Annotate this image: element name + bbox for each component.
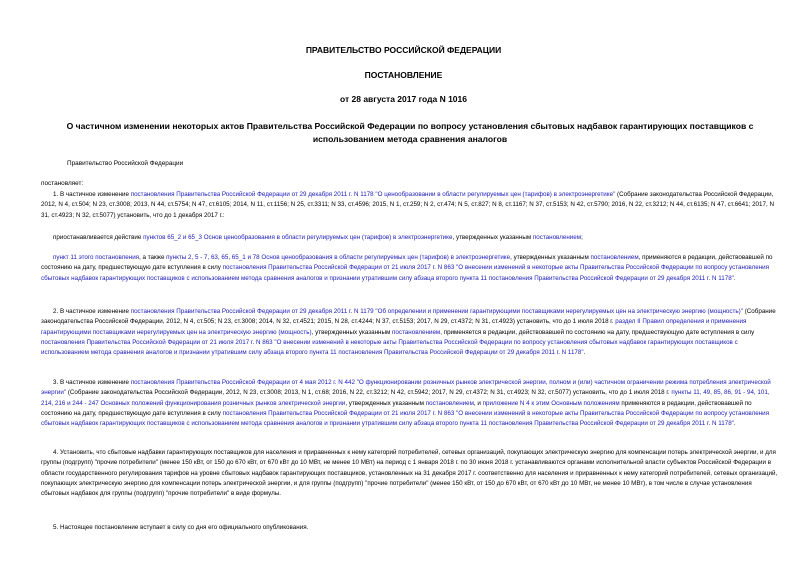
link-resolution-863[interactable]: постановления Правительства Российской Федерации от 21 июля 2017 г. N 863 "О внесении изменений в некоторые акты Правительства Российской Федерации по вопросу установления сбытовых надбавок гарантирующих поставщиков с использованием метода сравнения аналогов и признании утратившим силу абзаца второго пункта 11 постановления Правительства Российской Федерации от 29 декабря 2011 г. N 1178" <box>41 338 738 357</box>
link-resolution-863[interactable]: постановления Правительства Российской Федерации от 21 июля 2017 г. N 863 "О внесении изменений в некоторые акты Правительства Российской Федерации по вопросу установления сбытовых надбавок гарантирующих поставщиков с использованием метода сравнения аналогов и признании утратившим силу абзаца второго пункта 11 постановления Правительства Российской Федерации от 29 декабря 2011 г. N 1178" <box>41 264 770 282</box>
paragraph-3: пункт 11 этого постановления, а также пункты 2, 5 - 7, 63, 65, 65_1 и 78 Основ ценообразования в области регулируемых цен (тарифов) в электроэнергетике, утвержденных указанным постановлением, применяются в редакции, действовавшей по состоянию на дату, предшествующую дате вступления в силу постановления Правительства Российской Федерации от 21 июля 2017 г. N 863 "О внесении изменений в некоторые акты Правительства Российской Федерации по вопросу установления сбытовых надбавок гарантирующих поставщиков с использованием метода сравнения аналогов и признании утратившим силу абзаца второго пункта 11 постановления Правительства Российской Федерации от 29 декабря 2011 г. N 1178". <box>41 254 773 282</box>
paragraph-2: приостанавливается действие пунктов 65_2 и 65_3 Основ ценообразования в области регулируемых цен (тарифов) в электроэнергетике, утвержденных указанным постановлением; <box>53 234 583 241</box>
paragraph-1: 1. В частичное изменение постановления Правительства Российской Федерации от 29 декабря 2011 г. N 1178 "О ценообразовании в области регулируемых цен (тарифов) в электроэнергетике" (Собрание законодательства Российской Федерации, 2012, N 4, ст.504; N 23, ст.3008; 2013, N 44, ст.5754; N 47, ст.6105; 2014, N 11, ст.1156; N 25, ст.3311; N 33, ст.4596; 2015, N 1, ст.259; N 2, ст.474; N 5, ст.827; N 8, ст.1167; N 37, ст.5153; N 42, ст.5790; 2016, N 22, ст.3212; N 44, ст.6135; N 47, ст.6641; 2017, N 31, ст.4923; N 32, ст.5077) установить, что до 1 декабря 2017 г.: <box>41 191 774 219</box>
link-resolution-1179[interactable]: постановления Правительства Российской Федерации от 29 декабря 2011 г. N 1179 "Об определении и применении гарантирующими поставщиками нерегулируемых цен на электрическую энергию (мощность)" <box>130 308 743 315</box>
link-resolution-863[interactable]: постановления Правительства Российской Федерации от 21 июля 2017 г. N 863 "О внесении изменений в некоторые акты Правительства Российской Федерации по вопросу установления сбытовых надбавок гарантирующих поставщиков с использованием метода сравнения аналогов и признании утратившим силу абзаца второго пункта 11 постановления Правительства Российской Федерации от 29 декабря 2011 г. N 1178" <box>41 409 770 428</box>
paragraph-7: 5. Настоящее постановление вступает в силу со дня его официального опубликования. <box>53 524 309 531</box>
link-resolution[interactable]: постановлением <box>392 328 441 336</box>
paragraph-4: 2. В частичное изменение постановления Правительства Российской Федерации от 29 декабря 2011 г. N 1179 "Об определении и применении гарантирующими поставщиками нерегулируемых цен на электрическую энергию (мощность)" (Собрание законодательства Российской Федерации, 2012, N 4, ст.505; N 23, ст.3008; 2014, N 32, ст.4521; 2015, N 28, ст.4244; N 37, ст.5153; 2017, N 29, ст.4372; N 31, ст.4923) установить, что до 1 июля 2018 г. раздел II Правил определения и применения гарантирующими поставщиками нерегулируемых цен на электрическую энергию (мощность), утвержденных указанным постановлением, применяется в редакции, действовавшей по состоянию на дату, предшествующую дате вступления в силу постановления Правительства Российской Федерации от 21 июля 2017 г. N 863 "О внесении изменений в некоторые акты Правительства Российской Федерации по вопросу установления сбытовых надбавок гарантирующих поставщиков с использованием метода сравнения аналогов и признании утратившим силу абзаца второго пункта 11 постановления Правительства Российской Федерации от 29 декабря 2011 г. N 1178". <box>41 308 776 357</box>
link-points-main-provisions[interactable]: пункты 11, 49, 85, 86, 91 - 94, 101, 214, 216 и 244 - 247 Основных положений функционирования розничных рынков электрической энергии <box>41 389 770 407</box>
link-resolution-1178[interactable]: постановления Правительства Российской Федерации от 29 декабря 2011 г. N 1178 "О ценообразовании в области регулируемых цен (тарифов) в электроэнергетике" <box>130 191 616 198</box>
document-type: ПОСТАНОВЛЕНИЕ <box>364 70 443 80</box>
link-resolution[interactable]: постановлением <box>425 399 474 407</box>
link-appendix-4[interactable]: приложение N 4 к этим Основным положениям <box>482 399 620 407</box>
document-date-number: от 28 августа 2017 года N 1016 <box>340 94 467 104</box>
link-section-ii[interactable]: раздел II Правил определения и применения гарантирующими поставщиками нерегулируемых цен на электрическую энергию (мощность) <box>41 318 747 336</box>
issuer-line: Правительство Российской Федерации <box>67 160 184 167</box>
link-points-list[interactable]: пункты 2, 5 - 7, 63, 65, 65_1 и 78 Основ ценообразования в области регулируемых цен (тарифов) в электроэнергетике <box>166 254 511 261</box>
link-resolution[interactable]: постановлением <box>532 234 582 241</box>
link-resolution-442[interactable]: постановления Правительства Российской Федерации от 4 мая 2012 г. N 442 "О функционировании розничных рынков электрической энергии, полном и (или) частичном ограничении режима потребления электрической энергии" <box>41 379 771 397</box>
link-resolution[interactable]: постановлением <box>590 254 639 261</box>
document-title: О частичном изменении некоторых актов Правительства Российской Федерации по вопросу установления сбытовых надбавок гарантирующих поставщиков с использованием метода сравнения аналогов <box>66 121 754 144</box>
paragraph-6: 4. Установить, что сбытовые надбавки гарантирующих поставщиков для населения и приравненных к нему категорий потребителей, сетевых организаций, покупающих электрическую энергию для компенсации потерь электрической энергии, и для группы (подгрупп) "прочие потребители" (менее 150 кВт, от 150 до 670 кВт, от 670 кВт до 10 МВт, не менее 10 МВт) на период с 1 января 2018 г. по 30 июня 2018 г. устанавливаются органами исполнительной власти субъектов Российской Федерации в области государственного регулирования тарифов на уровне сбытовых надбавок гарантирующих поставщиков, установленных на 31 декабря 2017 г. соответственно для населения и приравненных к нему категорий потребителей, сетевых организаций, покупающих электрическую энергию для компенсации потерь электрической энергии, и для группы (подгрупп) "прочие потребители" (менее 150 кВт, от 150 до 670 кВт, от 670 кВт до 10 МВт, не менее 10 МВт), в том числе в случае установления сбытовых надбавок для группы (подгрупп) "прочие потребители" в виде формулы. <box>41 449 778 498</box>
link-points-65-2-65-3[interactable]: пунктов 65_2 и 65_3 Основ ценообразования в области регулируемых цен (тарифов) в электроэнергетике <box>143 234 453 241</box>
decides-line: постановляет: <box>41 180 84 187</box>
government-heading: ПРАВИТЕЛЬСТВО РОССИЙСКОЙ ФЕДЕРАЦИИ <box>305 45 502 55</box>
link-point-11[interactable]: пункт 11 этого постановления <box>53 254 140 261</box>
paragraph-5: 3. В частичное изменение постановления Правительства Российской Федерации от 4 мая 2012 г. N 442 "О функционировании розничных рынков электрической энергии, полном и (или) частичном ограничении режима потребления электрической энергии" (Собрание законодательства Российской Федерации, 2012, N 23, ст.3008; 2013, N 1, ст.68; 2016, N 22, ст.3212; N 42, ст.5942; 2017, N 29, ст.4372; N 31, ст.4923; N 32, ст.5077) установить, что до 1 июля 2018 г. пункты 11, 49, 85, 86, 91 - 94, 101, 214, 216 и 244 - 247 Основных положений функционирования розничных рынков электрической энергии, утвержденных указанным постановлением, и приложение N 4 к этим Основным положениям применяются в редакции, действовавшей по состоянию на дату, предшествующую дате вступления в силу постановления Правительства Российской Федерации от 21 июля 2017 г. N 863 "О внесении изменений в некоторые акты Правительства Российской Федерации по вопросу установления сбытовых надбавок гарантирующих поставщиков с использованием метода сравнения аналогов и признании утратившим силу абзаца второго пункта 11 постановления Правительства Российской Федерации от 29 декабря 2011 г. N 1178". <box>41 379 771 428</box>
